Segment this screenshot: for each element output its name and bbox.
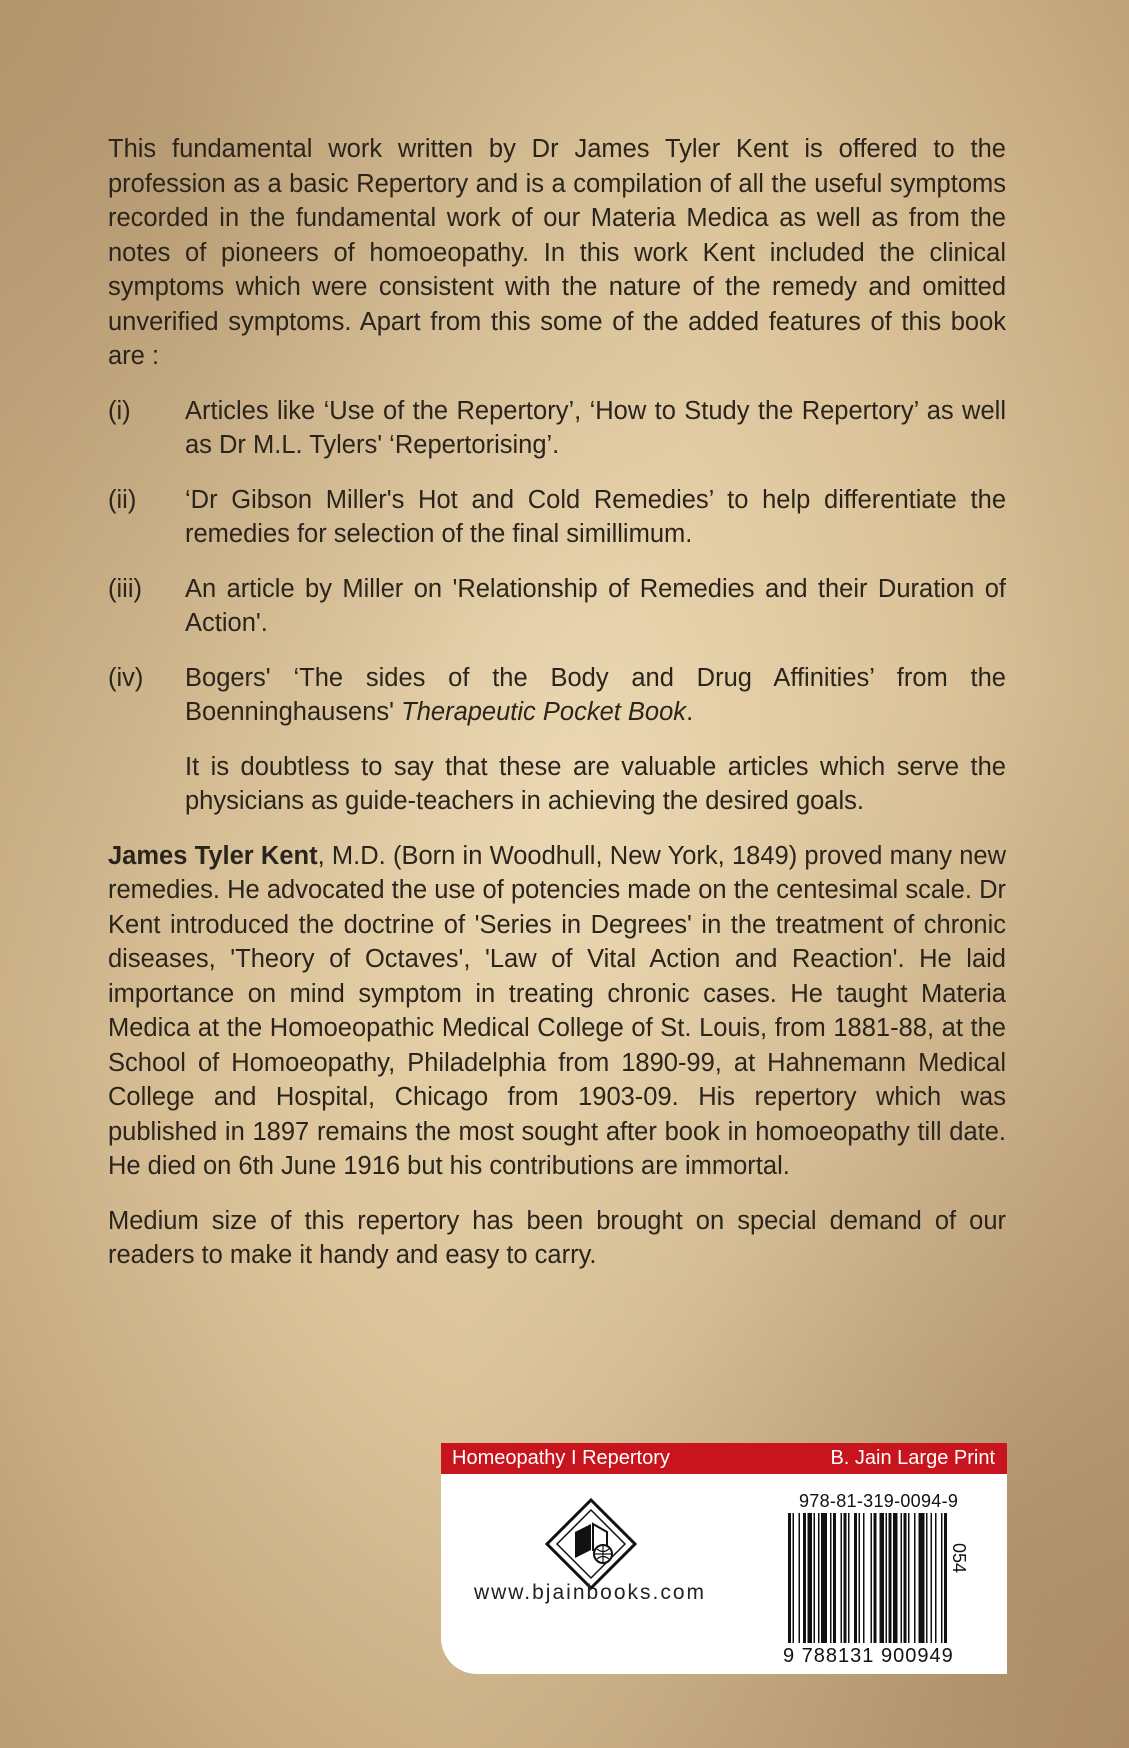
feature-number: (ii) — [108, 485, 137, 514]
closing-note: It is doubtless to say that these are valuable articles which serve the physicians as guide-teachers in achieving the desired goals. — [185, 752, 1006, 815]
medium-size-note: Medium size of this repertory has been brought on special demand of our readers to make it handy and easy to carry. — [108, 1206, 1006, 1269]
book-title-italic: Therapeutic Pocket Book — [401, 698, 687, 726]
feature-number: (i) — [108, 396, 131, 425]
barcode-digits: 9 788131 900949 — [783, 1645, 954, 1667]
feature-text-end: . — [686, 698, 694, 726]
feature-text: An article by Miller on 'Relationship of Remedies and their Duration of Action'. — [185, 574, 1006, 637]
feature-item-3 — [108, 572, 1006, 641]
feature-text: ‘Dr Gibson Miller's Hot and Cold Remedies’ to help differentiate the remedies for selection of the final simillimum. — [185, 485, 1006, 548]
feature-number: (iv) — [108, 663, 144, 692]
feature-text: Articles like ‘Use of the Repertory’, ‘How to Study the Repertory’ as well as Dr M.L. Tylers' ‘Repertorising’. — [185, 396, 1006, 459]
publisher-info-box — [441, 1443, 1007, 1674]
feature-item-1 — [108, 394, 1006, 463]
isbn-barcode — [786, 1513, 976, 1643]
author-bio-text: , M.D. (Born in Woodhull, New York, 1849) proved many new remedies. He advocated the use of potencies made on the centesimal scale. Dr Kent introduced the doctrine of 'Series in Degrees' in the treatment of chronic diseases, 'Theory of Octaves', 'Law of Vital Action and Reaction'. He laid importance on mind symptom in treating chronic cases. He taught Materia Medica at the Homoeopathic Medical College of St. Louis, from 1881-88, at the School of Homoeopathy, Philadelphia from 1890-99, at Hahnemann Medical College and Hospital, Chicago from 1903-09. His repertory which was published in 1897 remains the most sought after book in homoeopathy till date. He died on 6th June 1916 but his contributions are immortal. — [108, 841, 1006, 1180]
feature-item-2 — [108, 483, 1006, 552]
publisher-logo-icon — [545, 1498, 637, 1590]
imprint-label: B. Jain Large Print — [830, 1447, 995, 1469]
publisher-website: www.bjainbooks.com — [473, 1581, 707, 1604]
feature-text-main: Bogers' ‘The sides of the Body and Drug Affinities’ from the Boenninghausens' — [185, 663, 1006, 726]
feature-text — [185, 661, 1006, 730]
back-cover-text — [108, 132, 1006, 1293]
category-label: Homeopathy I Repertory — [452, 1447, 670, 1469]
price-code: 054 — [949, 1543, 969, 1574]
category-bar — [441, 1443, 1007, 1474]
author-name: James Tyler Kent — [108, 841, 318, 870]
feature-number: (iii) — [108, 574, 142, 603]
intro-paragraph: This fundamental work written by Dr James Tyler Kent is offered to the profession as a basic Repertory and is a compilation of all the useful symptoms recorded in the fundamental work of our Materia Medica as well as from the notes of pioneers of homoeopathy. In this work Kent included the clinical symptoms which were consistent with the nature of the remedy and omitted unverified symptoms. Apart from this some of the added features of this book are : — [108, 135, 1006, 370]
isbn-number: 978-81-319-0094-9 — [799, 1491, 959, 1511]
author-bio — [108, 839, 1006, 1184]
feature-item-4 — [108, 661, 1006, 730]
